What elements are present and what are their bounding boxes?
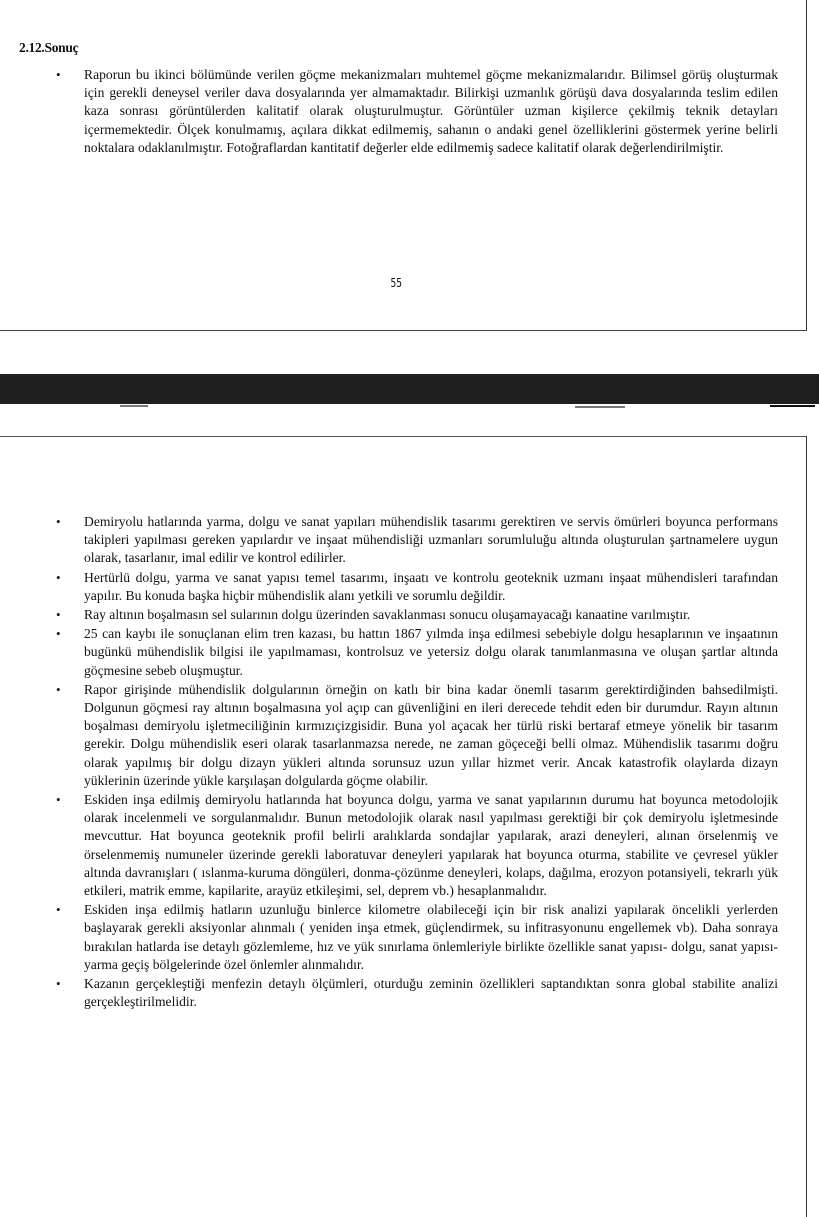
bullet-icon: • [56, 607, 61, 623]
list-item [56, 975, 778, 1011]
list-item [56, 625, 778, 680]
scan-mark [575, 406, 625, 408]
list-item [56, 66, 778, 157]
conclusion-list-top [56, 66, 778, 158]
list-item-text: Demiryolu hatlarında yarma, dolgu ve sanat yapıları mühendislik tasarımı gerektiren ve servis ömürleri boyunca performans takipleri yapılması gereken yapılardır ve inşaat mühendisliği uzmanları sorumluluğu altında oluşturulan şartnamelere uygun olarak, tasarlanır, imal edilir ve kontrol edilirler. [84, 514, 778, 566]
conclusion-list-bottom [56, 513, 778, 1012]
page-top [0, 0, 807, 331]
page-divider [0, 374, 819, 404]
list-item-text: Ray altının boşalmasın sel sularının dolgu üzerinden savaklanması sonucu oluşamayacağı kanaatine varılmıştır. [84, 607, 691, 623]
list-item-text: 25 can kaybı ile sonuçlanan elim tren kazası, bu hattın 1867 yılmda inşa edilmesi sebebiyle dolgu hesaplarının ve inşaatının bugünkü mühendislik bilgisi ile yapılmaması, kontrolsuz ve yetersiz dolgu olarak tanımlanmasına ve oluşan şartlar altında göçmesine sebeb oluşmuştur. [84, 626, 778, 678]
bullet-icon: • [56, 514, 61, 529]
scan-mark [770, 405, 815, 407]
list-item-text: Raporun bu ikinci bölümünde verilen göçme mekanizmaları muhtemel göçme mekanizmalarıdır. Bilimsel görüş oluşturmak için gerekli deneysel veriler dava dosyalarında yer almamaktadır. Bilirkişi uzmanlık görüşü dava dosyalarında teslim edilen kaza sonrası görüntülerden kalitatif olarak oluşturulmuştur. Görüntüler uzman kişilerce çekilmiş teknik detayları içermemektedir. Ölçek konulmamış, açılara dikkat edilmemiş, sahanın o andaki genel özelliklerini göstermek yerine belirli noktalara odaklanılmıştır. Fotoğraflardan kantitatif değerler elde edilmemiş sadece kalitatif olarak değerlendirilmiştir. [84, 67, 778, 155]
list-item-text: Hertürlü dolgu, yarma ve sanat yapısı temel tasarımı, inşaatı ve kontrolu geoteknik uzmanı inşaat mühendisleri tarafından yapılır. Bu konuda başka hiçbir mühendislik alanı yetkili ve sorumlu değildir. [84, 569, 778, 603]
bullet-icon: • [56, 67, 61, 82]
bullet-icon: • [56, 569, 61, 585]
list-item [56, 791, 778, 900]
list-item-text: Rapor girişinde mühendislik dolgularının örneğin on katlı bir bina kadar önemli tasarım gerektirdiğinden bahsedilmişti. Dolgunun göçmesi ray altının boşalmasına yol açıp can güvenliğini en ileri derecede tehdit eden bir durumdur. Rayın altının boşalması demiryolu işletmeciliğinin kırmızıçizgisidir. Buna yol açacak her türlü riski bertaraf etmeye yönelik bir tasarım gerekir. Dolgu mühendislik eseri olarak tasarlanmazsa nerede, ne zaman göçeceği belli olmaz. Mühendislik tasarımı doğru olarak yapılmış bir dolgu dizayn yükleri altında sorunsuz uzun yıllar hizmet verir. Ancak katastrofik olaylarda dizayn yüklerinin üzerinde yükle karşılaşan dolgularda göçme olabilir. [84, 681, 778, 788]
list-item-text: Eskiden inşa edilmiş hatların uzunluğu binlerce kilometre olabileceği için bir risk analizi yapılarak öncelikli yerlerden başlayarak gerekli aksiyonlar alınmalı ( yeniden inşa etmek, güçlendirmek, su infitrasyonunu engellemek vb). Daha sonraya bırakılan hatlarda ise detaylı gözlemleme, hız ve yük sınırlama önlemleriyle birlikte özellikle sanat yapısı- dolgu, sanat yapısı- yarma geçiş bölgelerinde özel önlemler alınmalıdır. [84, 902, 778, 972]
section-title: 2.12.Sonuç [19, 40, 79, 55]
bullet-icon: • [56, 681, 61, 697]
list-item-text: Kazanın gerçekleştiği menfezin detaylı ölçümleri, oturduğu zeminin özellikleri saptandıktan sonra global stabilite analizi gerçekleştirilmelidir. [84, 976, 778, 1010]
list-item [56, 513, 778, 568]
list-item [56, 901, 778, 974]
page-number: 55 [390, 276, 403, 290]
list-item [56, 606, 778, 624]
list-item [56, 569, 778, 605]
list-item-text: Eskiden inşa edilmiş demiryolu hatlarında hat boyunca dolgu, yarma ve sanat yapılarının durumu hat boyunca metodolojik olarak incelenmeli ve sorgulanmalıdır. Bunun metodolojik olarak nasıl yapılması gerektiği bir çok demiryolu işletmesinde mevcuttur. Hat boyunca geoteknik profil belirli aralıklarda sondajlar yapılarak, arazi deneyleri, alınan örselenmiş ve örselenmemiş numuneler üzerinde gerekli laboratuvar deneyleri yapılarak hat boyunca oturma, stabilite ve çevresel yükler altında davranışları ( ıslanma-kuruma döngüleri, donma-çözünme deneyleri, kolaps, dağılma, erozyon potansiyeli, tekrarlı yük etkileri, matrik emme, kapilarite, arayüz etkileşimi, sel, deprem vb.) hesaplanmalıdır. [84, 792, 778, 899]
bullet-icon: • [56, 902, 61, 918]
scan-mark [120, 405, 148, 407]
bullet-icon: • [56, 626, 61, 642]
bullet-icon: • [56, 792, 61, 808]
bullet-icon: • [56, 976, 61, 992]
list-item [56, 681, 778, 790]
